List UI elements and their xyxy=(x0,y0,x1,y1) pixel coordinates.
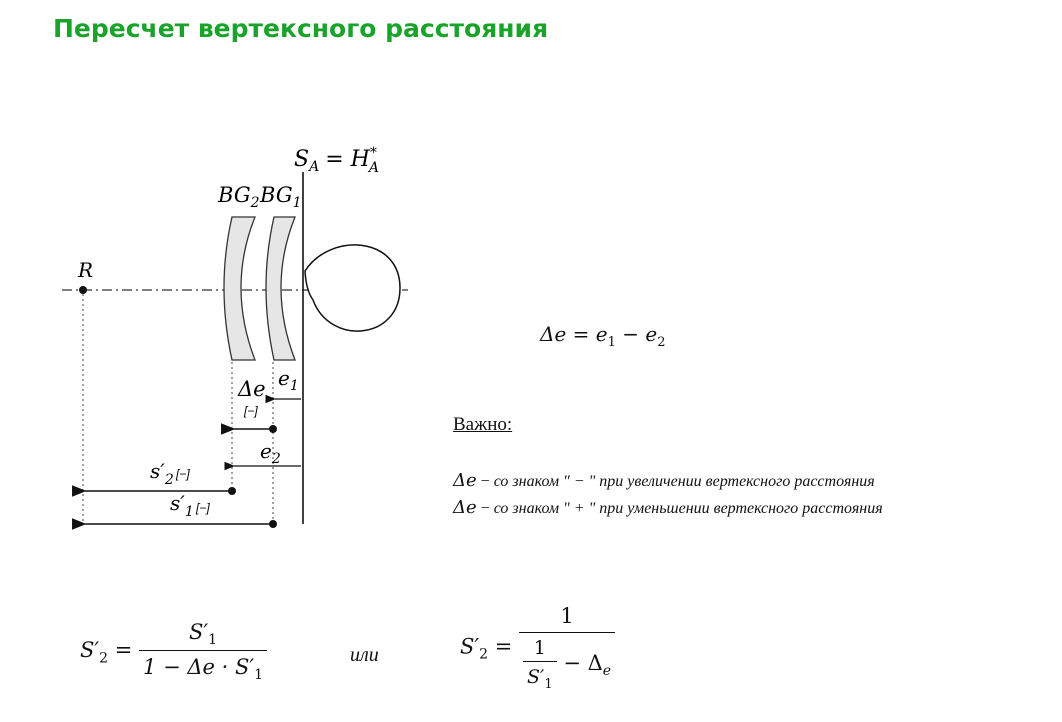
label-e1: $e_1$ xyxy=(278,366,299,394)
label-s1: $s'_1$ xyxy=(170,491,194,520)
label-s1-sign: [−] xyxy=(196,501,210,515)
lens-bg1 xyxy=(266,217,295,360)
formula-delta-e: $\Delta e = e_1 - e_2$ xyxy=(540,322,666,350)
formula-main: $S'_2$ = $\frac{S'_1}{1 - \Delta e \cdot S'_1}$ xyxy=(80,620,267,683)
page-title: Пересчет вертексного расстояния xyxy=(53,14,549,43)
label-delta-e: Δe xyxy=(238,377,266,401)
formula-alt: $S'_2$ = 1 $\frac{1}{S'_1}$ − $\Delta_e$ xyxy=(460,604,615,692)
formula-alt-fraction: 1 $\frac{1}{S'_1}$ − $\Delta_e$ xyxy=(519,604,615,692)
note-decrease: Δe − со знаком " + " при уменьшении вертексного расстояния xyxy=(453,497,883,518)
label-s2-sign: [−] xyxy=(176,467,190,481)
label-r: R xyxy=(78,258,94,282)
label-s2: $s'_2$ xyxy=(150,459,174,488)
label-bg1: $BG_1$ xyxy=(260,183,302,211)
lens-bg2 xyxy=(224,217,255,360)
label-delta-e-sign: [−] xyxy=(244,404,258,418)
point-s1 xyxy=(269,520,277,528)
label-bg2: $BG_2$ xyxy=(218,183,260,211)
formula-main-fraction: $\frac{S'_1}{1 - \Delta e \cdot S'_1}$ xyxy=(139,620,267,683)
or-label: или xyxy=(350,644,379,666)
point-r xyxy=(79,286,87,294)
point-s2 xyxy=(228,487,236,495)
note-increase: Δe − со знаком " − " при увеличении вертексного расстояния xyxy=(453,470,875,491)
eye-shape xyxy=(305,245,400,331)
important-heading: Важно: xyxy=(453,414,513,435)
label-e2: $e_2$ xyxy=(260,439,281,467)
label-sa-ha: $S_A = H^*$ A xyxy=(294,145,379,176)
point-delta-e xyxy=(269,425,277,433)
